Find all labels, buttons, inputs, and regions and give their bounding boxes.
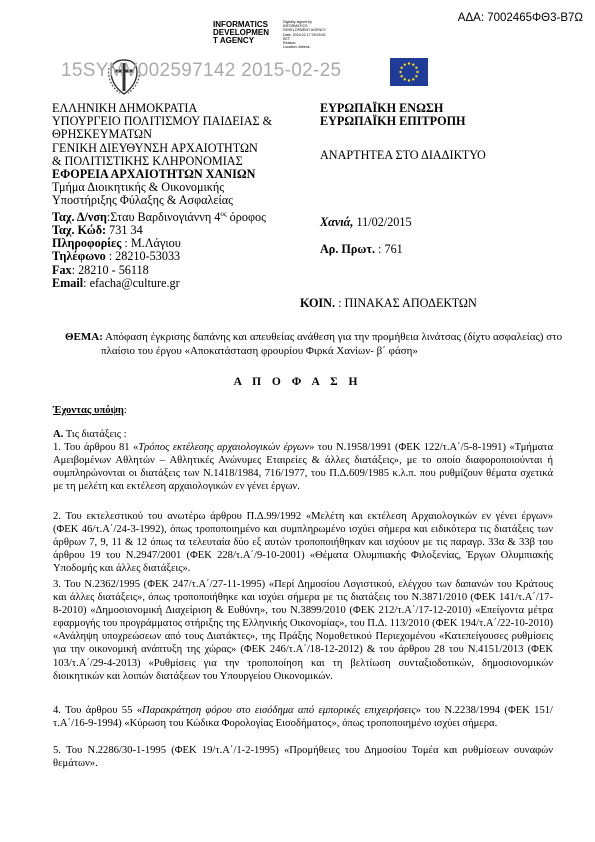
phone-value: : 28210-53033 bbox=[105, 249, 181, 264]
signature-line: Date: 2015.02.17 09:09:42 bbox=[283, 32, 326, 37]
address-label: Ταχ. Δ/νση bbox=[52, 209, 107, 224]
directorate-line1: ΓΕΝΙΚΗ ΔΙΕΥΘΥΝΣΗ ΑΡΧΑΙΟΤΗΤΩΝ bbox=[52, 140, 258, 155]
sender-block bbox=[52, 102, 272, 290]
considering-colon: : bbox=[123, 405, 127, 416]
eu-star-icon bbox=[408, 79, 410, 81]
decision-title: Α Π Ο Φ Α Σ Η bbox=[233, 376, 362, 388]
postcode-label: Ταχ. Κώδ: bbox=[52, 222, 107, 237]
considering-line bbox=[53, 404, 553, 417]
section-a-text: Τις διατάξεις : bbox=[63, 429, 127, 440]
directorate-line2: & ΠΟΛΙΤΙΣΤΙΚΗΣ ΚΛΗΡΟΝΟΜΙΑΣ bbox=[52, 153, 243, 168]
law-item-1 bbox=[53, 441, 553, 493]
item4-title: Παρακράτηση φόρου στο εισόδημα από εμπορικές επιχειρήσεις bbox=[142, 705, 416, 716]
digital-signature-details bbox=[283, 20, 343, 49]
item1-rest: » του Ν.1958/1991 (ΦΕΚ 122/τ.Α΄/5-8-1991) «Τμήματα Αμειβομένων Αθλητών – Αθλητικές Ανώνυμες Εταιρείες & άλλες διατάξεις», με το οποίο διαφοροποιούνται ή συμπληρώνονται οι διατάξεις των Ν.1418/1984, 716/1977, του Π.Δ.609/1985 κ.λ.π. που ρυθμίζουν θέματα σχετικά με τη μελέτη και εκτέλεση αρχαιολογικών εν γένει έργων. bbox=[53, 442, 553, 493]
date-line bbox=[320, 216, 412, 229]
signature-line: INFORMATICS bbox=[283, 24, 308, 29]
law-item-4 bbox=[53, 704, 553, 730]
protocol-label: Αρ. Πρωτ. bbox=[320, 242, 375, 256]
item1-title: Τρόπος εκτέλεσης αρχαιολογικών έργων bbox=[138, 442, 310, 453]
eu-star-icon bbox=[408, 62, 410, 64]
eu-union: ΕΥΡΩΠΑΪΚΗ ΕΝΩΣΗ bbox=[320, 101, 444, 115]
protocol-number: : 761 bbox=[375, 242, 403, 256]
email-line bbox=[52, 277, 272, 290]
considering-label: Έχοντας υπόψη bbox=[53, 405, 124, 416]
protocol-watermark: 15SYMV002597142 2015-02-25 bbox=[61, 60, 342, 81]
subject-label: ΘΕΜΑ: bbox=[65, 331, 103, 343]
place-name: Χανιά, bbox=[320, 215, 354, 229]
signature-line: Reason: bbox=[283, 41, 297, 46]
section-a-heading bbox=[53, 428, 553, 441]
postcode-value: 731 34 bbox=[106, 222, 143, 237]
eu-commission: ΕΥΡΩΠΑΪΚΗ ΕΠΙΤΡΟΠΗ bbox=[320, 114, 466, 128]
eu-star-icon bbox=[404, 63, 406, 65]
section-a-label: Α. bbox=[53, 429, 64, 440]
subject-text: Απόφαση έγκρισης δαπάνης και απευθείας ανάθεση για την προμήθεια λινάτσας (δίχτυ ασφαλείας) στο πλαίσιο του έργου «Αποκατάσταση φρουρίου Φιρκά Χανίων- β΄ φάση» bbox=[101, 331, 563, 357]
eu-star-icon bbox=[400, 75, 402, 77]
subject bbox=[65, 331, 589, 358]
address-value: :Σταυ Βαρδινογιάννη 4 bbox=[106, 209, 221, 224]
eu-star-icon bbox=[400, 67, 402, 69]
fax-value: : 28210 - 56118 bbox=[71, 262, 149, 277]
item4-start: 4. Του άρθρου 55 « bbox=[53, 705, 143, 716]
ada-code: ΑΔΑ: 7002465ΦΘ3-Β7Ω bbox=[457, 12, 583, 24]
floor-ordinal: ος bbox=[220, 209, 227, 218]
email-value: : efacha@culture.gr bbox=[83, 275, 180, 290]
digital-signature-org bbox=[213, 21, 273, 45]
ida-line: DEVELOPMEN bbox=[213, 28, 270, 37]
ephorate-name: ΕΦΟΡΕΙΑ ΑΡΧΑΙΟΤΗΤΩΝ ΧΑΝΙΩΝ bbox=[52, 167, 256, 182]
eu-star-icon bbox=[415, 67, 417, 69]
ida-line: INFORMATICS bbox=[213, 20, 268, 29]
law-item-3: 3. Του Ν.2362/1995 (ΦΕΚ 247/τ.Α΄/27-11-1995) «Περί Δημοσίου Λογιστικού, ελέγχου των δαπανών του Κράτους και άλλες διατάξεις», όπως τροποποιήθηκε και ισχύει σήμερα με τις διατάξεις του Ν.3871/2010 (ΦΕΚ 141/τ.Α΄/17-8-2010) «Δημοσιονομική Διαχείριση & Ευθύνη», του Ν.3899/2010 (ΦΕΚ 212/τ.Α΄/17-12-2010) «Επείγοντα μέτρα εφαρμογής του προγράμματος στήριξης της Ελληνικής Οικονομίας», του Π.Δ. 113/2010 (ΦΕΚ 194/τ.Α΄/22-10-2010) «Ανάληψη υποχρεώσεων από τους Διατάκτες», της Πράξης Νομοθετικού Περιεχομένου «Κατεπείγουσες ρυθμίσεις για την οικονομική ανάπτυξη της χώρας» (ΦΕΚ 246/τ.Α΄/18-12-2012) & του άρθρου 28 του Ν.4151/2013 (ΦΕΚ 103/τ.Α΄/29-4-2013) «Ρυθμίσεις για την τροποποίηση και τη βελτίωση συνταξιοδοτικών, δημοσιονομικών διοικητικών και λοιπών διατάξεων του Υπουργείου Οικονομικών. bbox=[53, 579, 553, 682]
law-item-2: 2. Του εκτελεστικού του ανωτέρω άρθρου Π.Δ.99/1992 «Μελέτη και εκτέλεση Αρχαιολογικών εν γένει έργων» (ΦΕΚ 46/τ.Α΄/24-3-1992), όπως τροποποιημένο και συμπληρωμένο ισχύει σήμερα και ειδικότερα τις διατάξεις των άρθρων 7, 9, 11 & 12 όπως τα τελευταία δύο εξ αυτών τροποποιήθηκαν και ισχύουν με τις παραγρ. 33α & 33β του άρθρου 19 του Ν.2947/2001 (ΦΕΚ 228/τ.Α΄/9-10-2001) «Θέματα Ολυμπιακής Φιλοξενίας, Έργων Ολυμπιακής Υποδομής και άλλες διατάξεις». bbox=[53, 511, 553, 575]
protocol-line bbox=[320, 243, 403, 256]
signature-line: Location: Athens bbox=[283, 45, 310, 50]
info-value: : Μ.Λάγιου bbox=[121, 236, 181, 251]
phone-label: Τηλέφωνο bbox=[52, 249, 106, 264]
ministry-line2: ΘΡΗΣΚΕΥΜΑΤΩΝ bbox=[52, 127, 152, 142]
koin-label: ΚΟΙΝ. bbox=[300, 296, 336, 310]
eu-star-icon bbox=[412, 63, 414, 65]
koin-line bbox=[300, 296, 477, 311]
law-item-5: 5. Του Ν.2286/30-1-1995 (ΦΕΚ 19/τ.Α΄/1-2-1995) «Προμήθειες του Δημοσίου Τομέα και ρυθμίσεων συναφών θεμάτων». bbox=[53, 745, 553, 770]
eu-star-icon bbox=[399, 71, 401, 73]
signature-line: Digitally signed by bbox=[283, 20, 312, 24]
koin-value: : ΠΙΝΑΚΑΣ ΑΠΟΔΕΚΤΩΝ bbox=[335, 296, 477, 310]
signature-line: DEVELOPMENT AGENCY bbox=[283, 28, 327, 33]
signature-line: EET bbox=[283, 36, 290, 41]
email-label: Email bbox=[52, 275, 84, 290]
country-name: ΕΛΛΗΝΙΚΗ ΔΗΜΟΚΡΑΤΙΑ bbox=[52, 101, 198, 115]
eu-star-icon bbox=[415, 75, 417, 77]
eu-flag-icon bbox=[390, 58, 428, 86]
department-line1: Τμήμα Διοικητικής & Οικονομικής bbox=[52, 180, 225, 195]
fax-label: Fax bbox=[52, 262, 72, 277]
posting-note: ΑΝΑΡΤΗΤΕΑ ΣΤΟ ΔΙΑΔΙΚΤΥΟ bbox=[320, 148, 486, 162]
address-line bbox=[52, 208, 272, 224]
item4-rest: » του Ν.2238/1994 (ΦΕΚ 151/τ.Α΄/16-9-1994) «Κύρωση του Κώδικα Φορολογίας Εισοδήματος», όπως τροποποιημένο ισχύει σήμερα. bbox=[53, 705, 553, 730]
eu-star-icon bbox=[412, 78, 414, 80]
document-date: 11/02/2015 bbox=[353, 215, 412, 229]
ministry-line1: ΥΠΟΥΡΓΕΙΟ ΠΟΛΙΤΙΣΜΟΥ ΠΑΙΔΕΙΑΣ & bbox=[52, 114, 273, 129]
info-label: Πληροφορίες bbox=[52, 236, 122, 251]
address-floor: όροφος bbox=[226, 209, 266, 224]
eu-star-icon bbox=[416, 71, 418, 73]
eu-star-icon bbox=[404, 78, 406, 80]
item1-start: 1. Του άρθρου 81 « bbox=[53, 442, 139, 453]
ida-line: T AGENCY bbox=[213, 36, 255, 45]
department-line2: Υποστήριξης Φύλαξης & Ασφαλείας bbox=[52, 193, 234, 208]
